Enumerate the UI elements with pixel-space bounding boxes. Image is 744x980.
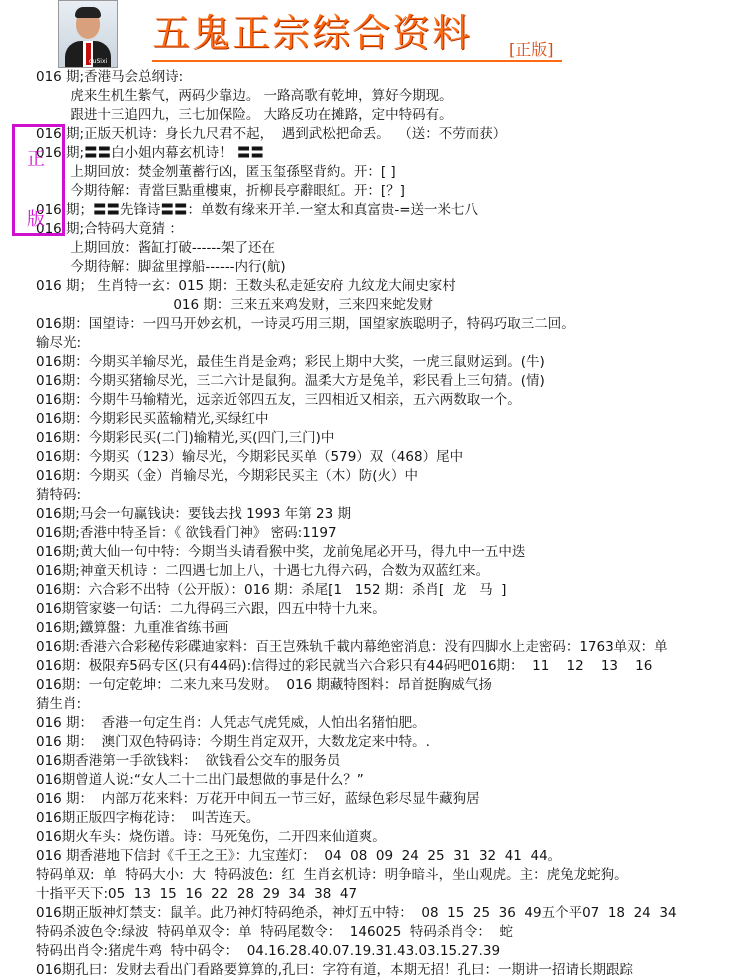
zhengban-stamp: [12, 124, 65, 236]
text-line: 016 期;香港马会总纲诗:: [36, 69, 184, 85]
text-line: 016 期； 生肖特一玄：015 期：王数头私走延安府 九纹龙大闹史家村: [36, 278, 456, 294]
text-line: 016期火车头：烧伤谱。诗：马死兔伤，二开四来仙道爽。: [36, 829, 386, 845]
text-line: 016 期： 内部万花来料：万花开中间五一节三好，蓝绿色彩尽显牛藏狗居: [36, 791, 480, 807]
text-line: 016 期;合特码大竟猜 ：: [36, 221, 183, 237]
text-line: 016期正版四字梅花诗： 叫苦连天。: [36, 810, 260, 826]
text-line: 特码杀波色令:绿波 特码单双令：单 特码尾数令： 146025 特码杀肖令： 蛇: [36, 924, 513, 940]
text-line: 016 期；〓〓先锋诗〓〓：单数有缘来开羊.一窒太和真富贵-=送一米七八: [36, 202, 479, 218]
text-line: 上期回放：焚金刎董蓄行凶，匿玉玺孫堅背約。开：[ ]: [36, 164, 396, 180]
avatar-caption: ouSixi: [89, 58, 108, 65]
title-tag: [正版]: [509, 40, 554, 59]
text-line: 016期：今期牛马输精光，远亲近邻四五友，三四相近又相亲，五六两数取一个。: [36, 392, 521, 408]
text-line: 016期香港第一手欲钱料： 欲钱看公交车的服务员: [36, 753, 341, 769]
text-line: 016 期： 澳门双色特码诗：今期生肖定双开，大数龙定来中特。.: [36, 734, 430, 750]
text-line: 016期：今期买羊输尽光，最佳生肖是金鸡；彩民上期中大奖，一虎三鼠财运到。(牛): [36, 354, 545, 370]
text-line: 016 期香港地下信封《千王之王》：九宝莲灯： 04 08 09 24 25 31 32 41 44。: [36, 848, 562, 864]
text-line: 016期正版神灯禁支：鼠羊。此乃神灯特码绝杀，神灯五中特： 08 15 25 36 49五个平07 18 24 34: [36, 905, 677, 921]
text-line: 016期：今期买（123）输尽光，今期彩民买单（579）双（468）尾中: [36, 449, 464, 465]
text-line: 016期：极限弃5码专区(只有44码):信得过的彩民就当六合彩只有44码吧016期： 11 12 13 16: [36, 658, 653, 674]
text-line: 016期;神童天机诗 ：二四遇七加上八，十遇七九得六码，合数为双蓝红来。: [36, 563, 490, 579]
stamp-char-bottom: 版: [27, 209, 45, 230]
text-line: 猜特码:: [36, 487, 82, 503]
text-line: 猜生肖:: [36, 696, 82, 712]
text-line: 016期;鐵算盤：九重准省练书画: [36, 620, 229, 636]
text-line: 016期：一句定乾坤：二来九来马发财。 016 期藏特图料：昂首挺胸威气扬: [36, 677, 492, 693]
text-line: 虎来生机生紫气，两码少靠边。 一路高歌有乾坤，算好今期现。: [36, 88, 453, 104]
text-line: 016期:香港六合彩秘传彩碟迪家料：百王岂殊轨千載内幕绝密消息：没有四脚水上走密码：1763单双：单: [36, 639, 668, 655]
text-line: 016期：六合彩不出特（公开版）：016 期：杀尾[1 152 期：杀肖[ 龙 马 ]: [36, 582, 507, 598]
text-line: 特码出肖令:猪虎牛鸡 特中码令： 04.16.28.40.07.19.31.43.03.15.27.39: [36, 943, 501, 959]
text-line: 今期待解：脚盆里撑船------内行(航): [36, 259, 286, 275]
text-line: 016期：今期彩民买蓝输精光,买绿红中: [36, 411, 269, 427]
text-line: 016期：今期彩民买(二门)输精光,买(四门,三门)中: [36, 430, 335, 446]
text-line: 016 期： 香港一句定生肖：人凭志气虎凭威，人怕出名猪怕肥。: [36, 715, 426, 731]
text-line: 016期;香港中特圣旨：《 欲钱看门神》 密码:1197: [36, 525, 337, 541]
text-line: 016期;黄大仙一句中特：今期当头请看猴中奖，龙前兔尾必开马，得九中一五中迭: [36, 544, 526, 560]
text-line: 十指平天下:05 13 15 16 22 28 29 34 38 47: [36, 886, 358, 902]
text-line: 016期：今期买（金）肖输尽光，今期彩民买主（木）防(火）中: [36, 468, 419, 484]
text-line: 016期管家婆一句话：二九得码三六跟，四五中特十九来。: [36, 601, 386, 617]
text-line: 016 期;正版天机诗：身长九尺君不起， 遇到武松把命丢。 （送：不劳而获）: [36, 126, 507, 142]
text-line: 上期回放：酱缸打破------架了还在: [36, 240, 276, 256]
text-line: 今期待解：青當巨點重樓東，折柳長亭辭眼紅。开：[？]: [36, 183, 405, 199]
stamp-char-top: 正: [27, 149, 45, 170]
text-line: 跟进十三追四九，三七加保险。 大路反功在摊路，定中特码有。: [36, 107, 453, 123]
text-line: 016期孔曰：发财去看出门看路要算算的,孔曰：字符有道，本期无招！孔曰：一期讲一招请长期跟踪: [36, 962, 634, 978]
text-line: 016期：今期买猪输尽光，三二六计是鼠狗。温柔大方是兔羊，彩民看上三句猜。(情): [36, 373, 545, 389]
site-title: 五鬼正宗综合资料: [152, 11, 473, 55]
text-line: 016期：国望诗：一四马开妙玄机，一诗灵巧用三期，国望家族聪明子，特码巧取三二回。: [36, 316, 575, 332]
text-line: 016 期：三来五来鸡发财，三来四来蛇发财: [36, 297, 433, 313]
text-line: 016期;马会一句赢钱诀：要钱去找 1993 年第 23 期: [36, 506, 352, 522]
text-line: 输尽光:: [36, 335, 82, 351]
text-line: 特码单双: 单 特码大小: 大 特码波色: 红 生肖玄机诗：明争暗斗，坐山观虎。主：虎兔龙蛇狗。: [36, 867, 628, 883]
text-line: 016期曾道人说:“女人二十二出门最想做的事是什么？”: [36, 772, 364, 788]
text-line: 016 期;〓〓白小姐内幕玄机诗！ 〓〓: [36, 145, 264, 161]
